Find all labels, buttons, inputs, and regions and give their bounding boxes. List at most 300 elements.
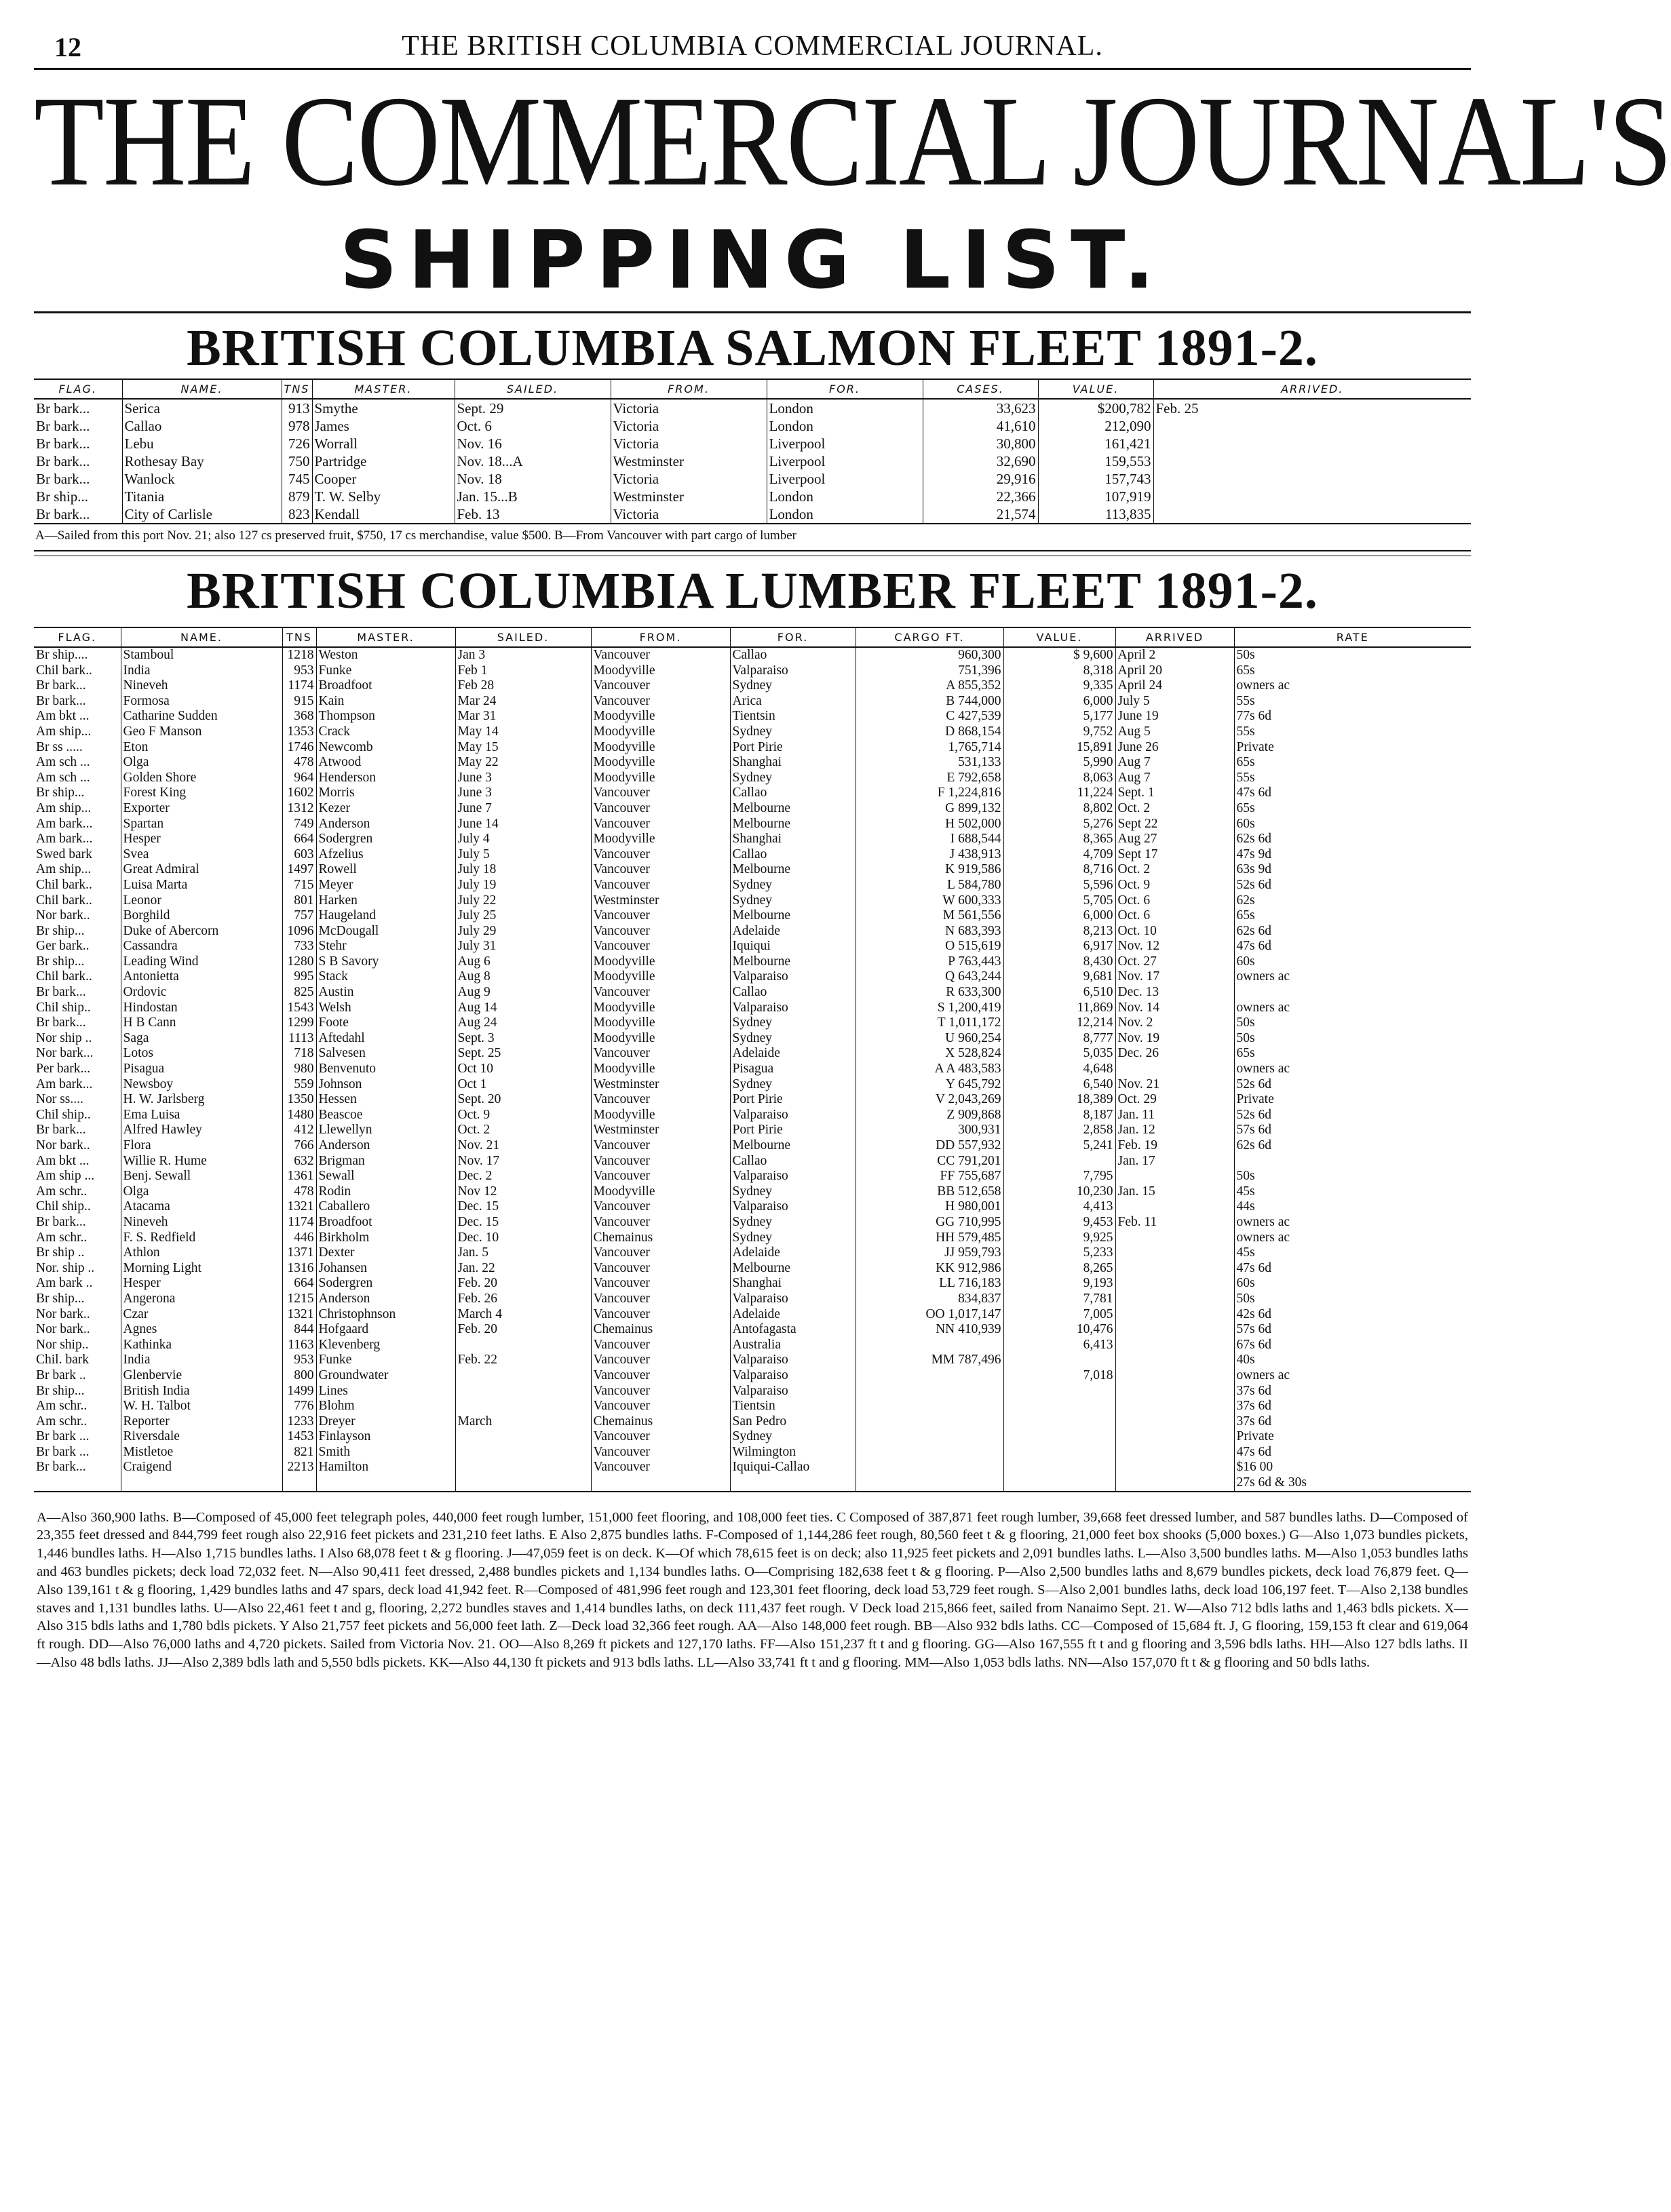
table-row — [34, 1384, 1471, 1399]
lumber-cell: 1096 — [282, 924, 316, 939]
lumber-cell: Moodyville — [591, 969, 730, 985]
lumber-cell: 18,389 — [1003, 1092, 1115, 1108]
lumber-cell: 1361 — [282, 1169, 316, 1184]
lumber-cell: 715 — [282, 878, 316, 893]
lumber-cell: 953 — [282, 1353, 316, 1368]
salmon-cell: Victoria — [611, 505, 767, 523]
salmon-cell: Westminster — [611, 488, 767, 505]
lumber-cell: OO 1,017,147 — [856, 1307, 1003, 1323]
lumber-cell: Agnes — [121, 1322, 282, 1338]
lumber-cell: 2213 — [282, 1460, 316, 1475]
lumber-cell — [1115, 1062, 1234, 1077]
table-row — [34, 1184, 1471, 1200]
lumber-cell — [1115, 1245, 1234, 1261]
lumber-cell — [1115, 1445, 1234, 1460]
lumber-cell: 801 — [282, 893, 316, 909]
lumber-cell: Nor bark.. — [34, 1138, 121, 1154]
table-row — [34, 1475, 1471, 1492]
lumber-cell: Nineveh — [121, 678, 282, 694]
lumber-cell: Feb. 19 — [1115, 1138, 1234, 1154]
lumber-cell: Chil bark.. — [34, 969, 121, 985]
lumber-cell: British India — [121, 1384, 282, 1399]
lumber-cell: Moodyville — [591, 1062, 730, 1077]
lumber-cell: Jan. 15 — [1115, 1184, 1234, 1200]
lumber-cell: Sewall — [316, 1169, 455, 1184]
lumber-cell — [856, 1460, 1003, 1475]
salmon-cell: 978 — [282, 417, 312, 435]
lumber-column-header: NAME. — [121, 627, 282, 647]
salmon-cell: T. W. Selby — [312, 488, 455, 505]
lumber-cell: Sydney — [730, 1184, 856, 1200]
lumber-cell: Port Pirie — [730, 1092, 856, 1108]
lumber-cell: owners ac — [1236, 1062, 1290, 1076]
lumber-cell: Chil bark.. — [34, 893, 121, 909]
lumber-cell: Foote — [316, 1015, 455, 1031]
lumber-cell: Br bark... — [34, 694, 121, 710]
lumber-cell: Anderson — [316, 817, 455, 832]
lumber-cell: Austin — [316, 985, 455, 1001]
lumber-cell: R 633,300 — [856, 985, 1003, 1001]
table-row — [34, 435, 1471, 452]
lumber-cell: 964 — [282, 771, 316, 786]
lumber-cell: Feb. 20 — [455, 1276, 591, 1292]
lumber-cell: Vancouver — [591, 1092, 730, 1108]
lumber-cell: Adelaide — [730, 1245, 856, 1261]
lumber-cell: owners ac — [1236, 969, 1290, 984]
salmon-cell: 913 — [282, 399, 312, 417]
lumber-cell — [455, 1338, 591, 1353]
lumber-cell: July 22 — [455, 893, 591, 909]
lumber-cell: Valparaiso — [730, 1108, 856, 1123]
lumber-cell: Sept. 25 — [455, 1046, 591, 1062]
lumber-cell: Salvesen — [316, 1046, 455, 1062]
lumber-cell: Vancouver — [591, 647, 730, 663]
lumber-cell: Nov. 19 — [1115, 1031, 1234, 1047]
salmon-cell: Titania — [122, 488, 282, 505]
lumber-cell: Funke — [316, 663, 455, 679]
lumber-cell: H 502,000 — [856, 817, 1003, 832]
lumber-header-row — [34, 627, 1471, 647]
lumber-cell: 915 — [282, 694, 316, 710]
lumber-cell: Valparaiso — [730, 1001, 856, 1016]
lumber-cell: Duke of Abercorn — [121, 924, 282, 939]
lumber-cell: Feb 1 — [455, 663, 591, 679]
lumber-cell: 446 — [282, 1230, 316, 1246]
lumber-cell: Aug 5 — [1115, 724, 1234, 740]
lumber-cell: Reporter — [121, 1414, 282, 1430]
lumber-cell: B 744,000 — [856, 694, 1003, 710]
table-row — [34, 1001, 1471, 1016]
lumber-cell: Moodyville — [591, 832, 730, 847]
lumber-cell: 960,300 — [856, 647, 1003, 663]
lumber-cell: Br ship.... — [34, 647, 121, 663]
lumber-cell: 1453 — [282, 1429, 316, 1445]
lumber-cell: Westminster — [591, 893, 730, 909]
lumber-cell: 5,276 — [1003, 817, 1115, 832]
lumber-cell: 62s 6d — [1236, 923, 1271, 938]
lumber-cell: Afzelius — [316, 847, 455, 863]
lumber-cell: 6,540 — [1003, 1077, 1115, 1093]
lumber-cell: 10,230 — [1003, 1184, 1115, 1200]
lumber-cell: Vancouver — [591, 1399, 730, 1414]
salmon-column-header: CASES. — [923, 379, 1038, 399]
lumber-cell: Ordovic — [121, 985, 282, 1001]
table-row — [34, 1261, 1471, 1277]
lumber-cell: Broadfoot — [316, 678, 455, 694]
lumber-cell — [1115, 1322, 1234, 1338]
salmon-cell: 21,574 — [923, 505, 1038, 523]
table-row — [34, 647, 1471, 663]
lumber-cell: Valparaiso — [730, 969, 856, 985]
lumber-cell: G 899,132 — [856, 801, 1003, 817]
lumber-cell: 9,752 — [1003, 724, 1115, 740]
lumber-cell: Pisagua — [121, 1062, 282, 1077]
lumber-cell: Eton — [121, 740, 282, 756]
lumber-cell — [1003, 1475, 1115, 1492]
lumber-cell: Am bkt ... — [34, 709, 121, 724]
lumber-cell: Sept. 20 — [455, 1092, 591, 1108]
lumber-cell: Antonietta — [121, 969, 282, 985]
table-row — [34, 1015, 1471, 1031]
lumber-cell: 65s — [1236, 800, 1255, 815]
table-row — [34, 452, 1471, 470]
lumber-cell: Per bark... — [34, 1062, 121, 1077]
salmon-cell — [1153, 470, 1471, 488]
table-row — [34, 924, 1471, 939]
salmon-cell: Br bark... — [34, 417, 122, 435]
lumber-cell: 77s 6d — [1236, 709, 1271, 724]
lumber-cell: Chil ship.. — [34, 1001, 121, 1016]
lumber-cell: Am sch ... — [34, 771, 121, 786]
lumber-cell: 8,213 — [1003, 924, 1115, 939]
lumber-cell: 632 — [282, 1154, 316, 1169]
lumber-cell: Iquiqui — [730, 939, 856, 954]
lumber-cell: 559 — [282, 1077, 316, 1093]
lumber-cell: May 14 — [455, 724, 591, 740]
lumber-cell — [455, 1399, 591, 1414]
salmon-cell: Partridge — [312, 452, 455, 470]
lumber-cell: Vancouver — [591, 847, 730, 863]
lumber-cell: Br ship... — [34, 1292, 121, 1307]
lumber-cell — [455, 1445, 591, 1460]
lumber-cell: Mar 24 — [455, 694, 591, 710]
lumber-cell: 45s — [1236, 1245, 1255, 1260]
lumber-cell: Beascoe — [316, 1108, 455, 1123]
lumber-cell: 6,510 — [1003, 985, 1115, 1001]
lumber-cell: 52s 6d — [1236, 1107, 1271, 1122]
lumber-cell: 766 — [282, 1138, 316, 1154]
lumber-cell: Dec. 26 — [1115, 1046, 1234, 1062]
salmon-cell: Wanlock — [122, 470, 282, 488]
lumber-cell — [1003, 1460, 1115, 1475]
salmon-cell: Nov. 16 — [455, 435, 611, 452]
table-row — [34, 832, 1471, 847]
salmon-cell — [1153, 452, 1471, 470]
lumber-cell: 65s — [1236, 663, 1255, 678]
salmon-column-header: ARRIVED. — [1153, 379, 1471, 399]
lumber-cell: Dec. 2 — [455, 1169, 591, 1184]
lumber-cell: 62s 6d — [1236, 1138, 1271, 1152]
lumber-cell: San Pedro — [730, 1414, 856, 1430]
lumber-cell: Jan 3 — [455, 647, 591, 663]
table-row — [34, 908, 1471, 924]
lumber-cell: 8,318 — [1003, 663, 1115, 679]
lumber-cell: Sydney — [730, 1015, 856, 1031]
lumber-cell: Vancouver — [591, 985, 730, 1001]
lumber-cell: X 528,824 — [856, 1046, 1003, 1062]
salmon-cell: Rothesay Bay — [122, 452, 282, 470]
salmon-header-row — [34, 379, 1471, 399]
lumber-cell: Private — [1236, 1092, 1274, 1107]
lumber-cell: Oct 1 — [455, 1077, 591, 1093]
lumber-cell — [1115, 1399, 1234, 1414]
lumber-cell: 65s — [1236, 1046, 1255, 1061]
lumber-cell: Vancouver — [591, 939, 730, 954]
salmon-column-header: FLAG. — [34, 379, 122, 399]
lumber-cell: 733 — [282, 939, 316, 954]
table-row — [34, 1123, 1471, 1138]
salmon-cell: Nov. 18 — [455, 470, 611, 488]
lumber-cell: July 19 — [455, 878, 591, 893]
salmon-cell — [1153, 505, 1471, 523]
lumber-cell: Sydney — [730, 724, 856, 740]
salmon-cell: Victoria — [611, 435, 767, 452]
lumber-cell: Nor ship.. — [34, 1338, 121, 1353]
lumber-cell — [730, 1475, 856, 1492]
lumber-cell: Anderson — [316, 1138, 455, 1154]
lumber-cell — [856, 1338, 1003, 1353]
lumber-cell: 52s 6d — [1236, 1076, 1271, 1091]
lumber-cell: Sydney — [730, 1077, 856, 1093]
lumber-cell: 8,365 — [1003, 832, 1115, 847]
lumber-cell: 478 — [282, 755, 316, 771]
lumber-cell: 6,413 — [1003, 1338, 1115, 1353]
salmon-cell: Cooper — [312, 470, 455, 488]
lumber-cell — [1003, 1414, 1115, 1430]
lumber-column-header: RATE — [1234, 627, 1471, 647]
lumber-cell: Melbourne — [730, 954, 856, 970]
lumber-cell: 1602 — [282, 785, 316, 801]
lumber-cell: Feb. 11 — [1115, 1215, 1234, 1230]
table-row — [34, 985, 1471, 1001]
lumber-cell: Meyer — [316, 878, 455, 893]
lumber-cell: India — [121, 1353, 282, 1368]
lumber-cell: Weston — [316, 647, 455, 663]
lumber-cell: Sydney — [730, 893, 856, 909]
lumber-cell: 47s 6d — [1236, 1260, 1271, 1275]
lumber-cell: Br bark... — [34, 985, 121, 1001]
salmon-cell — [1153, 488, 1471, 505]
lumber-cell: Sydney — [730, 878, 856, 893]
salmon-cell: 823 — [282, 505, 312, 523]
lumber-cell: Vancouver — [591, 908, 730, 924]
lumber-cell: Am bark... — [34, 832, 121, 847]
lumber-cell: 749 — [282, 817, 316, 832]
table-row — [34, 740, 1471, 756]
shipping-list-title: SHIPPING LIST. — [339, 213, 1166, 307]
lumber-cell: Newcomb — [316, 740, 455, 756]
lumber-cell: Y 645,792 — [856, 1077, 1003, 1093]
lumber-cell: Moodyville — [591, 954, 730, 970]
lumber-cell: Oct. 27 — [1115, 954, 1234, 970]
table-row — [34, 1445, 1471, 1460]
lumber-cell: W. H. Talbot — [121, 1399, 282, 1414]
lumber-cell: Melbourne — [730, 908, 856, 924]
lumber-cell: K 919,586 — [856, 862, 1003, 878]
lumber-cell: March — [455, 1414, 591, 1430]
lumber-cell: Br ship... — [34, 954, 121, 970]
lumber-cell: 8,265 — [1003, 1261, 1115, 1277]
lumber-cell: Callao — [730, 985, 856, 1001]
lumber-cell: April 24 — [1115, 678, 1234, 694]
lumber-cell: P 763,443 — [856, 954, 1003, 970]
lumber-cell: 664 — [282, 1276, 316, 1292]
lumber-cell: Formosa — [121, 694, 282, 710]
lumber-cell — [856, 1429, 1003, 1445]
lumber-cell: 52s 6d — [1236, 877, 1271, 892]
lumber-cell: Br ship... — [34, 1384, 121, 1399]
lumber-cell: Oct. 2 — [1115, 862, 1234, 878]
table-row — [34, 417, 1471, 435]
lumber-cell: Sydney — [730, 1215, 856, 1230]
lumber-cell: GG 710,995 — [856, 1215, 1003, 1230]
lumber-cell: Broadfoot — [316, 1215, 455, 1230]
lumber-cell: Melbourne — [730, 862, 856, 878]
lumber-cell: 27s 6d & 30s — [1234, 1475, 1471, 1492]
lumber-cell: Mar 31 — [455, 709, 591, 724]
lumber-cell: Chil. bark — [34, 1353, 121, 1368]
salmon-column-header: FROM. — [611, 379, 767, 399]
lumber-cell: 62s — [1236, 893, 1255, 908]
lumber-cell: Svea — [121, 847, 282, 863]
lumber-cell: Sept 22 — [1115, 817, 1234, 832]
lumber-cell: Forest King — [121, 785, 282, 801]
lumber-cell: Thompson — [316, 709, 455, 724]
lumber-cell: Feb. 22 — [455, 1353, 591, 1368]
lumber-cell: 757 — [282, 908, 316, 924]
lumber-cell: April 2 — [1115, 647, 1234, 663]
lumber-cell: S B Savory — [316, 954, 455, 970]
lumber-cell: Oct. 9 — [455, 1108, 591, 1123]
table-row — [34, 694, 1471, 710]
lumber-cell: Nineveh — [121, 1215, 282, 1230]
lumber-cell: 50s — [1236, 1015, 1255, 1030]
lumber-cell: Czar — [121, 1307, 282, 1323]
lumber-cell: 368 — [282, 709, 316, 724]
lumber-cell: Aug 9 — [455, 985, 591, 1001]
lumber-cell: owners ac — [1236, 1367, 1290, 1382]
lumber-cell: 1497 — [282, 862, 316, 878]
salmon-cell: 879 — [282, 488, 312, 505]
salmon-column-header: SAILED. — [455, 379, 611, 399]
lumber-column-header: MASTER. — [316, 627, 455, 647]
lumber-cell: Sept 17 — [1115, 847, 1234, 863]
lumber-cell: Atacama — [121, 1199, 282, 1215]
lumber-cell: Caballero — [316, 1199, 455, 1215]
lumber-cell: 1233 — [282, 1414, 316, 1430]
salmon-cell — [1153, 435, 1471, 452]
lumber-cell: Br bark ... — [34, 1429, 121, 1445]
lumber-cell: 37s 6d — [1236, 1414, 1271, 1429]
lumber-cell: Adelaide — [730, 1307, 856, 1323]
lumber-cell: 1215 — [282, 1292, 316, 1307]
lumber-cell: Vancouver — [591, 678, 730, 694]
lumber-cell: Harken — [316, 893, 455, 909]
lumber-cell: Klevenberg — [316, 1338, 455, 1353]
lumber-cell: 47s 9d — [1236, 847, 1271, 861]
lumber-cell: N 683,393 — [856, 924, 1003, 939]
lumber-cell — [591, 1475, 730, 1492]
lumber-cell: 47s 6d — [1236, 785, 1271, 800]
lumber-cell: Jan. 12 — [1115, 1123, 1234, 1138]
lumber-cell: Valparaiso — [730, 1353, 856, 1368]
lumber-cell: Vancouver — [591, 1245, 730, 1261]
salmon-cell: Jan. 15...B — [455, 488, 611, 505]
lumber-cell: $16 00 — [1236, 1460, 1273, 1475]
table-row — [34, 893, 1471, 909]
lumber-cell: 47s 6d — [1236, 939, 1271, 954]
lumber-cell: Am schr.. — [34, 1399, 121, 1414]
lumber-cell: June 7 — [455, 801, 591, 817]
lumber-cell: Nov. 2 — [1115, 1015, 1234, 1031]
lumber-cell — [282, 1475, 316, 1492]
salmon-cell: Callao — [122, 417, 282, 435]
salmon-cell: Br ship... — [34, 488, 122, 505]
salmon-cell: Victoria — [611, 470, 767, 488]
lumber-cell: Callao — [730, 1154, 856, 1169]
lumber-cell: Am schr.. — [34, 1184, 121, 1200]
lumber-cell: Am schr.. — [34, 1414, 121, 1430]
lumber-cell: Swed bark — [34, 847, 121, 863]
lumber-cell: Am ship ... — [34, 1169, 121, 1184]
lumber-cell: Chil bark.. — [34, 663, 121, 679]
table-row — [34, 878, 1471, 893]
salmon-cell: 750 — [282, 452, 312, 470]
lumber-cell: Chemainus — [591, 1414, 730, 1430]
lumber-cell: Nov. 17 — [455, 1154, 591, 1169]
lumber-cell: 1163 — [282, 1338, 316, 1353]
lumber-cell: HH 579,485 — [856, 1230, 1003, 1246]
table-row — [34, 1138, 1471, 1154]
lumber-cell: 9,681 — [1003, 969, 1115, 985]
lumber-cell — [1115, 1414, 1234, 1430]
lumber-cell — [856, 1414, 1003, 1430]
lumber-cell: July 31 — [455, 939, 591, 954]
lumber-cell: Aug 27 — [1115, 832, 1234, 847]
lumber-cell: Br bark... — [34, 1460, 121, 1475]
lumber-cell: 65s — [1236, 755, 1255, 770]
lumber-cell: Vancouver — [591, 1292, 730, 1307]
salmon-cell: 159,553 — [1038, 452, 1153, 470]
table-row — [34, 939, 1471, 954]
lumber-cell: Oct. 9 — [1115, 878, 1234, 893]
lumber-cell: Chemainus — [591, 1230, 730, 1246]
salmon-cell: 161,421 — [1038, 435, 1153, 452]
lumber-cell: 953 — [282, 663, 316, 679]
salmon-cell: Westminster — [611, 452, 767, 470]
table-row — [34, 1092, 1471, 1108]
main-title: THE COMMERCIAL JOURNAL'S — [34, 69, 1671, 213]
lumber-cell — [34, 1475, 121, 1492]
lumber-cell: Am bkt ... — [34, 1154, 121, 1169]
lumber-cell — [856, 1475, 1003, 1492]
lumber-cell — [1115, 1475, 1234, 1492]
lumber-cell: Finlayson — [316, 1429, 455, 1445]
table-row — [34, 801, 1471, 817]
salmon-cell: 107,919 — [1038, 488, 1153, 505]
lumber-cell: Vancouver — [591, 1154, 730, 1169]
lumber-cell: MM 787,496 — [856, 1353, 1003, 1368]
